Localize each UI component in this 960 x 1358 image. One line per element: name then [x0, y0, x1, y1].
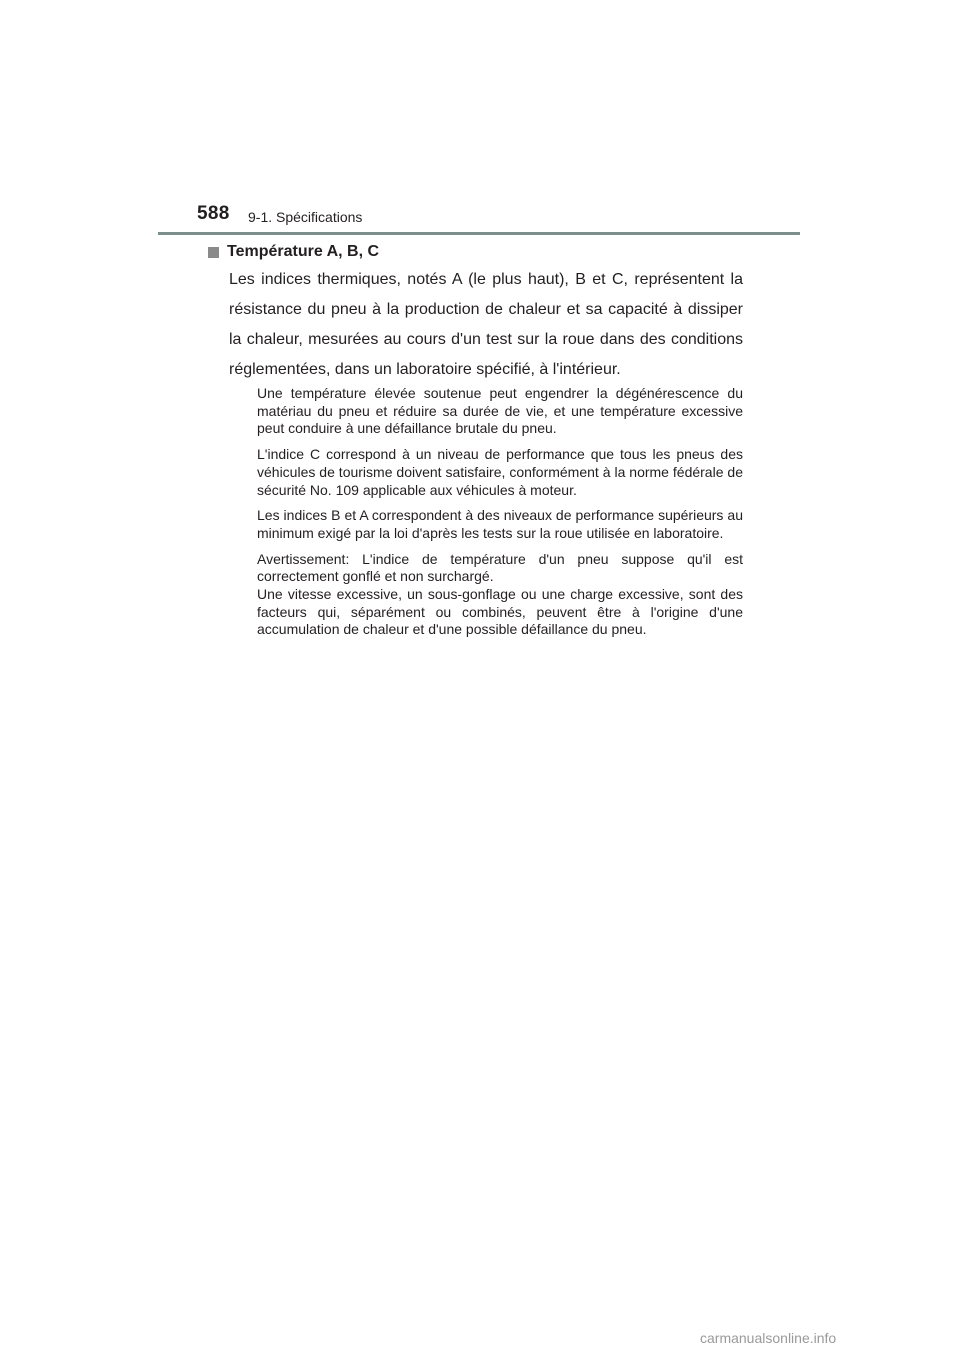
heading-text: Température A, B, C	[227, 243, 380, 260]
page-number: 588	[197, 203, 230, 224]
header-rule	[158, 232, 800, 235]
square-bullet-icon	[208, 247, 219, 258]
warning-line: Une vitesse excessive, un sous-gonflage ou une charge excessive, sont des facteurs qui, séparément ou combinés, peuvent être à l'origine d'une accumulation de chaleur et d'une possible défaillance du pneu.	[257, 586, 743, 638]
section-title: 9-1. Spécifications	[248, 209, 363, 225]
section-heading	[208, 243, 379, 261]
body-paragraph: Les indices thermiques, notés A (le plus haut), B et C, représentent la résistance du pneu à la production de chaleur et sa capacité à dissiper la chaleur, mesurées au cours d'un test sur la roue dans des conditions réglementées, dans un laboratoire spécifié, à l'intérieur.	[229, 271, 743, 378]
site-watermark: carmanualsonline.info	[700, 1330, 837, 1346]
note-paragraph: L'indice C correspond à un niveau de performance que tous les pneus des véhicules de tourisme doivent satisfaire, conformément à la norme fédérale de sécurité No. 109 applicable aux véhicules à moteur.	[257, 446, 743, 498]
notes-block	[257, 385, 743, 647]
note-paragraph: Les indices B et A correspondent à des niveaux de performance supérieurs au minimum exigé par la loi d'après les tests sur la roue utilisée en laboratoire.	[257, 507, 743, 541]
warning-line: Avertissement: L'indice de température d'un pneu suppose qu'il est correctement gonflé et non surchargé.	[257, 550, 743, 585]
warning-paragraph	[257, 551, 743, 640]
note-paragraph: Une température élevée soutenue peut engendrer la dégénérescence du matériau du pneu et réduire sa durée de vie, et une température excessive peut conduire à une défaillance brutale du pneu.	[257, 385, 743, 437]
